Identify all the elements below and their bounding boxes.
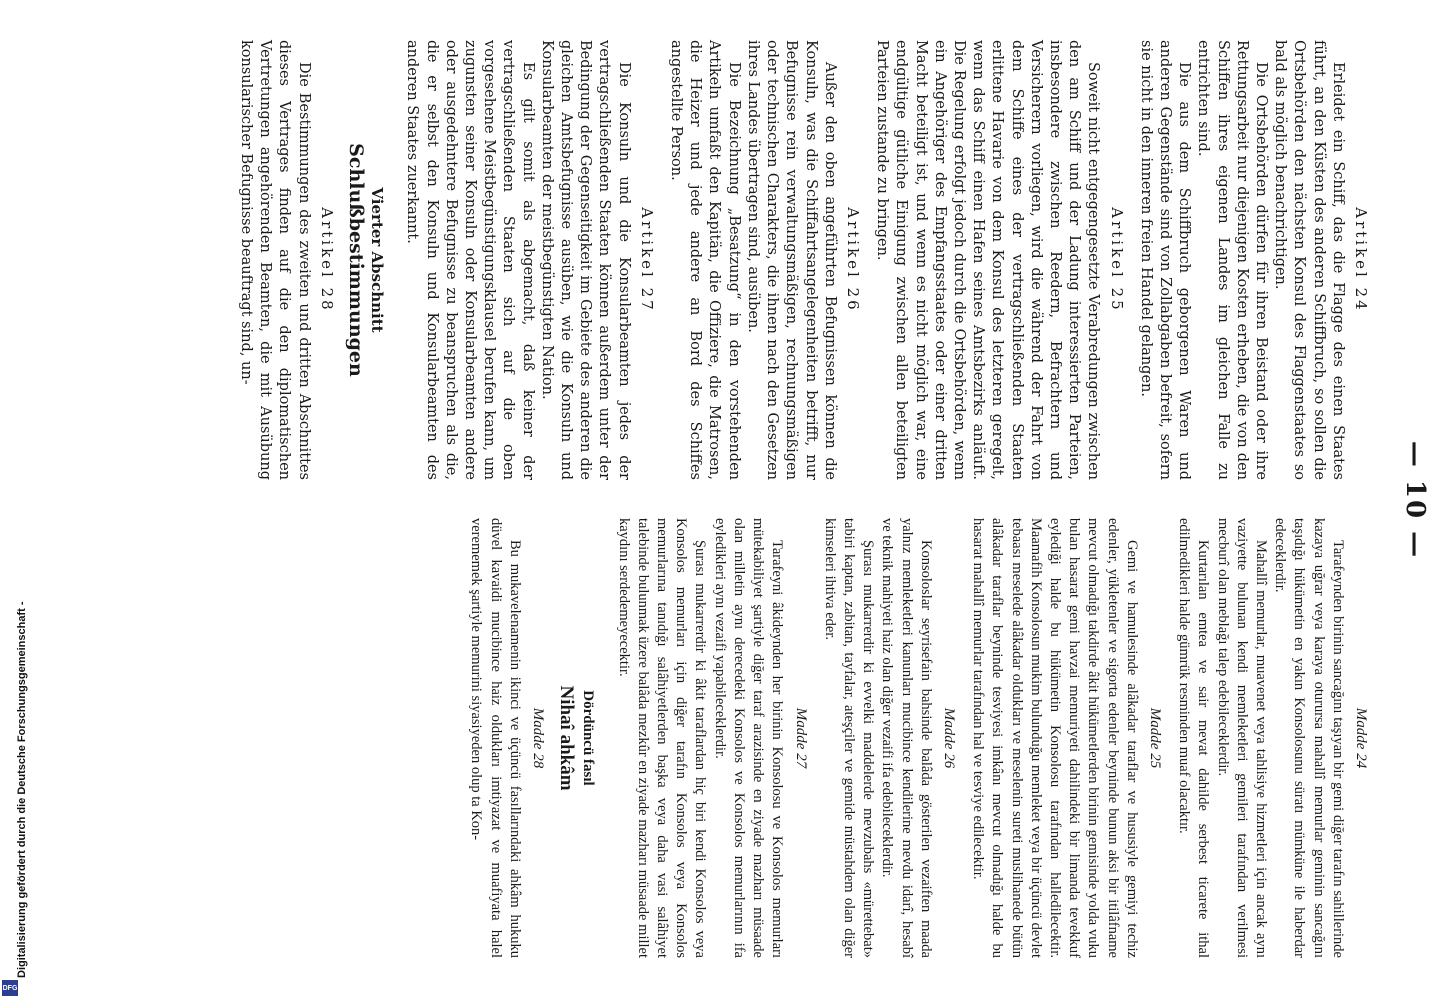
- section-heading: Dördüncü fasıl: [580, 690, 597, 786]
- paragraph: Kurtarılan emtea ve sair mevat dahilde serbest ticarete ithal edilmedikleri halde gümrük resminden muaf olacaktır.: [1176, 518, 1212, 958]
- digitization-credit: [2, 0, 26, 1000]
- section-heading: Vierter Abschnitt: [368, 187, 387, 333]
- paragraph: Erleidet ein Schiff, das die Flagge des einen Staates führt, an den Küsten des anderen Schiffbruch, so sollen die Ortsbehörden den nächsten Konsul des Flaggenstaates so bald als möglich benachrichtigen.: [1272, 40, 1346, 480]
- document-page: [120, 40, 1430, 960]
- credit-text: Digitalisierung gefördert durch die Deutsche Forschungsgemeinschaft -: [16, 601, 28, 978]
- article-heading: Artikel 27: [637, 207, 656, 313]
- paragraph: Şurası mukarrerdir ki evvelki maddelerde mevzubahs «mürettebat» tabiri kaptan, zabitan, tayfalar, ateşçiler ve gemide müstahdem olan diğer kimseleri ihtiva eder.: [821, 518, 877, 958]
- paragraph: Die Bestimmungen des zweiten und dritten Abschnittes dieses Vertrages finden auf die den diplomatischen Vertretungen angehörenden Beamten, die mit Ausübung konsularischer Befugnisse beauftragt sind, un-: [238, 40, 312, 480]
- paragraph: Die Konsuln und die Konsularbeamten jedes der vertragschließenden Staaten können außerdem unter der Bedingung der Gegenseitigkeit im Gebiete des anderen die gleichen Amtsbefugnisse ausüben, wie die Konsuln und Konsularbeamten der meistbegünstigten Nation.: [538, 40, 632, 480]
- paragraph: Şurası mukarrerdir ki âkit taraflardan hiç biri kendi Konsolos veya Konsolos memurları için diğer tarafın Konsolos veya Konsolos memurlarına tanıdığı salâhiyetlerden başka veya daha vasi salâhiyet talebinde bulunmak üzere balâda mezkûr en ziyade mazharı müsaade millet kaydını serdedemeyecektir.: [615, 518, 709, 958]
- article-heading: Artikel 24: [1352, 207, 1370, 313]
- section-title: Schlußbestimmungen: [345, 143, 368, 377]
- article-heading: Artikel 25: [1107, 207, 1126, 313]
- paragraph: Außer den oben angeführten Befugnissen können die Konsuln, was die Schiffahrtsangelegenheiten betrifft, nur Befugnisse rein verwaltungsmäßigen, rechnungsmäßigen oder technischen Charakters, die ihnen nach den Gesetzen ihres Landes übertragen sind, ausüben.: [744, 40, 838, 480]
- article-heading: Madde 28: [530, 707, 547, 769]
- paragraph: Die Ortsbehörden dürfen für ihren Beistand oder ihre Rettungsarbeit nur diejenigen Kosten erheben, die von den Schiffen ihres eigenen Landes im gleichen Falle zu entrichten sind.: [1195, 40, 1269, 480]
- german-column: [236, 40, 1380, 480]
- article-heading: Madde 24: [1353, 707, 1369, 769]
- article-heading: Madde 25: [1146, 707, 1163, 769]
- paragraph: Gemi ve hamulesinde alâkadar taraflar ve hususiyle gemiyi techiz edenler, yükletenler ve sigorta edenler beyninde bunun aksi bir itilâfname mevcut olmadığı takdirde âkit hükümetlerden birinin gemisinde yolda vuku bulan hasarat gemi havzai memuriyeti dahilindeki bir limanda tevekkuf eylediği halde bu hükümetin Konsolosu tarafından halledilecektir. Maamafih Konsolosun mukim bulunduğu memleket veya bir üçüncü devlet tebaası meselede alâkadar oldukları ve meselenin sureti muslihanede bütün alâkadar taraflar beyninde tesviyesi imkânı mevcut olmadığı halde bu hasarat mahallî memurlar tarafından hal ve tesviye edilecektir.: [970, 518, 1140, 958]
- paragraph: Die Bezeichnung „Besatzung“ in den vorstehenden Artikeln umfaßt den Kapitän, die Offiziere, die Matrosen, die Heizer und jede andere an Bord des Schiffes angestellte Person.: [668, 40, 742, 480]
- paragraph: Bu mukavelenamenin ikinci ve üçüncü fasıllarındaki ahkâm hukuku düvel kavaidi mucibince haiz oldukları imtiyazat ve muafiyata halel verememek şartiyle memurini siyasiyeden olup ta Kon-: [468, 518, 523, 958]
- paragraph: Konsoloslar seyrisefain bahsinde balâda gösterilen vezaiften maada yalnız memleketleri kanunları mucibince kendilerine mevdu idarî, hesabî ve teknik mahiyeti haiz olan diğer vezaifi ifa edebileceklerdir.: [879, 518, 934, 958]
- paragraph: Soweit nicht entgegengesetzte Verabredungen zwischen den am Schiff und der Ladung interessierten Parteien, insbesondere zwischen Reedern, Befrachtern und Versicherern vorliegen, wird die während der Fahrt von dem Schiffe eines der vertragschließenden Staaten erlittene Havarie von dem Konsul des letzteren geregelt, wenn das Schiff einen Hafen seines Amtsbezirks anläuft. Die Regelung erfolgt jedoch durch die Ortsbehörden, wenn ein Angehöriger des Empfangsstaates oder einer dritten Macht beteiligt ist, und wenn es nicht möglich war, eine endgültige gütliche Einigung zwischen allen beteiligten Parteien zustande zu bringen.: [874, 40, 1102, 480]
- page-number: — 10 —: [1400, 440, 1430, 560]
- article-heading: Madde 26: [940, 707, 957, 769]
- paragraph: Mahallî memurlar, muavenet veya tahlisiye hizmetleri için ancak aynı vaziyette bulunan kendi memleketleri gemileri tarafından verilmesi mecburî olan meblağı talep edebileceklerdir.: [1214, 518, 1269, 958]
- paragraph: Tarafeyni âkideynden her birinin Konsolosu ve Konsolos memurları mütekabiliyet şartiyle diğer taraf arazisinde en ziyade mazharı müsaade olan milletin aynı derecedeki Konsolos ve Konsolos memurlarının ifa eyledikleri aynı vezaifi yapabileceklerdir.: [711, 518, 786, 958]
- dfg-logo-icon: DFG: [2, 980, 18, 996]
- paragraph: Die aus dem Schiffbruch geborgenen Waren und anderen Gegenstände sind von Zollabgaben befreit, sofern sie nicht in den inneren freien Handel gelangen.: [1137, 40, 1193, 480]
- turkish-column: [466, 518, 1380, 958]
- article-heading: Artikel 28: [317, 207, 336, 313]
- article-heading: Madde 27: [792, 707, 809, 769]
- article-heading: Artikel 26: [843, 207, 862, 313]
- paragraph: Tarafeynden birinin sancağını taşıyan bir gemi diğer tarafın sahillerinde kazaya uğrar veya karaya oturursa mahallî memurlar geminin sancağını taşıdığı hükümetin en yakın Konsolosunu süratı mümküne ile haberdar edeceklerdir.: [1272, 518, 1346, 958]
- paragraph: Es gilt somit als abgemacht, daß keiner der vertragschließenden Staaten sich auf die oben vorgesehene Meistbegünstigungsklausel berufen kann, um zugunsten seiner Konsuln oder Konsularbeamten andere oder ausgedehntere Befugnisse zu beanspruchen als die, die er selbst den Konsuln und Konsularbeamten des anderen Staates zuerkannt.: [404, 40, 536, 480]
- section-title: Nihaî ahkâm: [556, 685, 578, 791]
